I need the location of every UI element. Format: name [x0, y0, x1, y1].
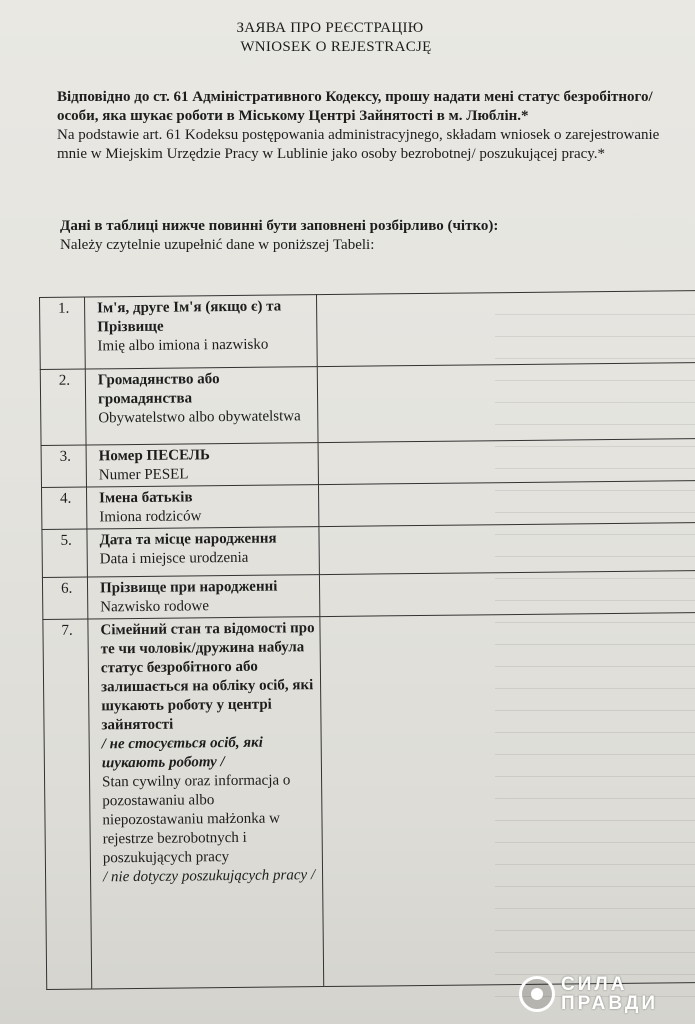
- watermark-line-1: СИЛА: [561, 974, 628, 995]
- label-polish: Imię albo imiona i nazwisko: [97, 336, 269, 355]
- row-number: 5.: [42, 529, 88, 577]
- label-polish: Numer PESEL: [98, 466, 189, 484]
- label-polish: Nazwisko rodowe: [100, 598, 210, 616]
- registration-table: [39, 290, 695, 990]
- intro-polish: Na podstawie art. 61 Kodeksu postępowania administracyjnego, składam wniosek o zarejestrowanie mnie w Miejskim Urzędzie Pracy w Lublinie jako osoby bezrobotnej/ poszukującej pracy.*: [57, 127, 660, 162]
- label-ukrainian: Номер ПЕСЕЛЬ: [98, 447, 211, 465]
- row-number: 3.: [41, 445, 86, 487]
- intro-ukrainian: Відповідно до ст. 61 Адміністративного Кодексу, прошу надати мені статус безробітного/особи, яка шукає роботи в Міському Центрі Зайнятості в м. Люблін.*: [57, 89, 653, 124]
- row-label: [87, 575, 319, 619]
- row-number: 1.: [40, 297, 86, 369]
- row-label: [87, 527, 319, 577]
- watermark-logo: [519, 972, 687, 1016]
- sila-pravdy-logo-icon: [519, 976, 555, 1012]
- label-ukrainian: Дата та місце народження: [99, 530, 277, 549]
- watermark-text: [561, 975, 658, 1013]
- row-number: 2.: [40, 369, 86, 445]
- name-value-field[interactable]: [316, 291, 695, 367]
- table-row: [42, 523, 695, 578]
- table-row: [41, 481, 695, 530]
- marital-status-value-field[interactable]: [320, 613, 695, 987]
- row-label: [85, 367, 318, 445]
- row-number: 6.: [42, 577, 87, 619]
- table-row: [43, 613, 695, 990]
- row-label: [86, 485, 318, 529]
- table-row: [40, 363, 695, 446]
- label-ukrainian: Громадянство або громадянства: [97, 371, 220, 408]
- row-label: [85, 295, 318, 369]
- label-polish-note: / nie dotyczy poszukujących pracy /: [102, 867, 316, 886]
- fill-instruction: [60, 217, 660, 255]
- label-polish: Stan cywilny oraz informacja o pozostawaniu albo niepozostawaniu małżonka w rejestrze bezrobotnych i poszukujących pracy: [102, 772, 291, 867]
- label-polish: Obywatelstwo albo obywatelstwa: [98, 408, 301, 427]
- citizenship-value-field[interactable]: [317, 363, 695, 443]
- title-polish: WNIOSEK O REJESTRACJĘ: [240, 39, 432, 55]
- title-ukrainian: ЗАЯВА ПРО РЕЄСТРАЦІЮ: [236, 20, 424, 36]
- pesel-value-field[interactable]: [318, 439, 695, 485]
- label-polish: Imiona rodziców: [99, 508, 202, 526]
- parents-names-value-field[interactable]: [318, 481, 695, 527]
- label-ukrainian: Сімейний стан та відомості про те чи чоловік/дружина набула статус безробітного або залишається на обліку осіб, які шукають роботу у центрі зайнятості: [100, 620, 315, 734]
- label-ukrainian: Імена батьків: [99, 489, 193, 507]
- table-row: [40, 291, 695, 370]
- table-row: [41, 439, 695, 488]
- row-label: [86, 443, 318, 487]
- label-polish: Data i miejsce urodzenia: [99, 549, 249, 568]
- row-number: 7.: [43, 619, 92, 989]
- instruction-ukrainian: Дані в таблиці нижче повинні бути заповнені розбірливо (чітко):: [60, 218, 499, 234]
- instruction-polish: Należy czytelnie uzupełnić dane w poniższej Tabeli:: [60, 237, 375, 253]
- table-row: [42, 571, 695, 620]
- birth-surname-value-field[interactable]: [319, 571, 695, 617]
- label-ukrainian: Ім'я, друге Ім'я (якщо є) та Прізвище: [97, 298, 282, 336]
- birth-date-place-value-field[interactable]: [319, 523, 695, 575]
- label-ukrainian: Прізвище при народженні: [99, 578, 278, 597]
- intro-paragraph: [57, 88, 682, 164]
- watermark-line-2: ПРАВДИ: [561, 993, 659, 1014]
- row-label: [88, 617, 324, 989]
- row-number: 4.: [41, 487, 86, 529]
- label-ukrainian-note: / не стосується осіб, які шукають роботу /: [101, 734, 263, 772]
